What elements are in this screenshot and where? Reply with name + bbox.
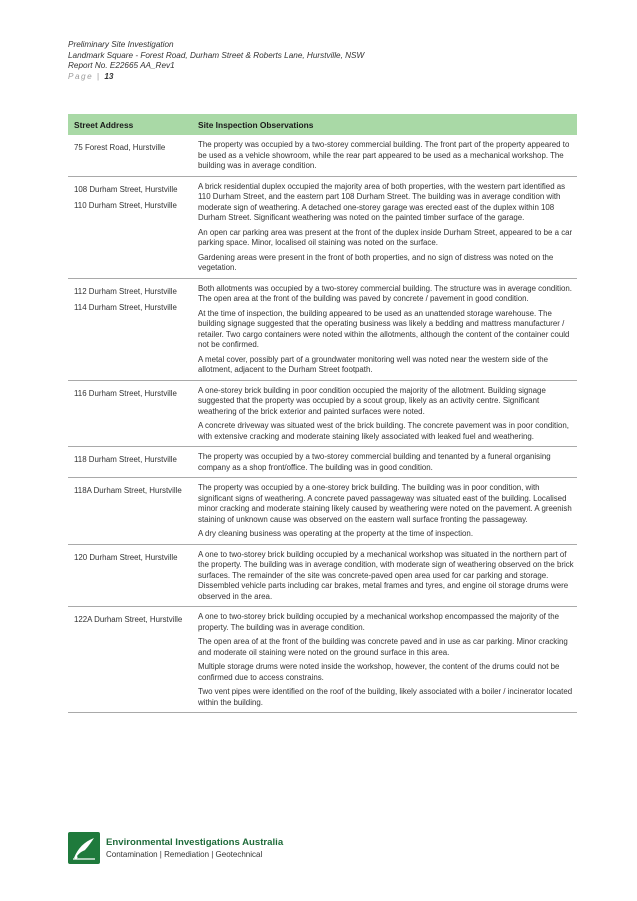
street-address-cell bbox=[68, 483, 198, 540]
page-number-value: 13 bbox=[104, 71, 114, 81]
observations-cell bbox=[198, 612, 577, 708]
observation-paragraph: Both allotments was occupied by a two-storey commercial building. The structure was in average condition. The open area at the front of the building was paved by concrete / pavement in good condition. bbox=[198, 283, 572, 303]
header-report-title: Preliminary Site Investigation bbox=[68, 40, 174, 49]
table-row bbox=[68, 607, 577, 713]
observation-paragraph: A one to two-storey brick building occupied by a mechanical workshop encompassed the majority of the property. The building was in average condition. bbox=[198, 612, 559, 632]
observations-cell bbox=[198, 182, 577, 274]
company-tagline: Contamination | Remediation | Geotechnical bbox=[106, 849, 263, 859]
street-address-cell bbox=[68, 550, 198, 603]
street-address: 112 Durham Street, Hurstville bbox=[74, 286, 177, 296]
table-row bbox=[68, 545, 577, 608]
observations-cell bbox=[198, 452, 577, 473]
observation-paragraph: A one-storey brick building in poor condition occupied the majority of the allotment. Building signage suggested that the property was occupied by a scout group, likely as an activity centre. Significant weathering of the brick exterior and painted surfaces were noted. bbox=[198, 385, 546, 416]
page-header bbox=[68, 40, 364, 82]
page-footer bbox=[68, 832, 283, 864]
street-address: 75 Forest Road, Hurstville bbox=[74, 143, 166, 152]
observations-cell bbox=[198, 550, 577, 603]
street-address-cell bbox=[68, 452, 198, 473]
observation-paragraph: A concrete driveway was situated west of the brick building. The concrete pavement was in poor condition, with extensive cracking and moderate staining likely associated with leaked fuel and weathering. bbox=[198, 421, 569, 441]
table-body bbox=[68, 135, 577, 713]
observation-paragraph: A brick residential duplex occupied the majority area of both properties, with the western part identified as 110 Durham Street, and the eastern part 108 Durham Street. The building was in average condition with moderate sign of weathering. A detached one-storey garage was erected east of the duplex within 108 Durham Street. Significant weathering was noted on the painted timber surface of the garage. bbox=[198, 181, 566, 222]
street-address-cell bbox=[68, 140, 198, 172]
street-address: 116 Durham Street, Hurstville bbox=[74, 388, 177, 398]
observation-paragraph: The open area of at the front of the building was concrete paved and in use as car parking. Minor cracking and moderate oil staining were noted on the ground surface in this area. bbox=[198, 637, 568, 657]
observation-paragraph: Two vent pipes were identified on the roof of the building, likely associated with a boiler / incinerator located within the building. bbox=[198, 687, 573, 707]
observations-cell bbox=[198, 140, 577, 172]
col-street-address: Street Address bbox=[74, 119, 134, 130]
observation-paragraph: An open car parking area was present at the front of the duplex inside Durham Street, appeared to be a car parking space. Minor, localised oil staining was noted on the surface. bbox=[198, 227, 573, 247]
table-row bbox=[68, 381, 577, 448]
page-number bbox=[68, 72, 364, 83]
street-address-cell bbox=[68, 284, 198, 376]
observation-paragraph: A metal cover, possibly part of a groundwater monitoring well was noted near the western side of the allotment, adjacent to the Durham Street footpath. bbox=[198, 354, 549, 374]
table-row bbox=[68, 177, 577, 279]
observation-paragraph: The property was occupied by a one-storey brick building. The building was in poor condition, with significant signs of weathering. A concrete paved passageway was situated east of the building. Localised minor cracking and moderate staining likely caused by weathering were noted on the pavement. A greenish staining of unknown cause was observed on the eastern wall surface fronting the passageway. bbox=[198, 483, 572, 524]
table-row bbox=[68, 135, 577, 177]
company-name: Environmental Investigations Australia bbox=[106, 836, 284, 848]
street-address: 122A Durham Street, Hurstville bbox=[74, 615, 183, 624]
observation-paragraph: Multiple storage drums were noted inside the workshop, however, the content of the drums could not be confirmed due to access constrains. bbox=[198, 662, 560, 682]
street-address-cell bbox=[68, 612, 198, 708]
street-address: 118A Durham Street, Hurstville bbox=[74, 486, 182, 495]
street-address-cell bbox=[68, 182, 198, 274]
header-site-name: Landmark Square - Forest Road, Durham Street & Roberts Lane, Hurstville, NSW bbox=[68, 50, 365, 60]
observation-paragraph: The property was occupied by a two-storey commercial building and tenanted by a funeral organising company as a shop front/office. The building was in good condition. bbox=[198, 452, 551, 472]
street-address: 108 Durham Street, Hurstville bbox=[74, 184, 178, 194]
col-observations: Site Inspection Observations bbox=[198, 119, 314, 130]
street-address: 118 Durham Street, Hurstville bbox=[74, 455, 177, 464]
street-address: 120 Durham Street, Hurstville bbox=[74, 552, 178, 562]
table-row bbox=[68, 478, 577, 545]
observations-table bbox=[68, 114, 577, 713]
observation-paragraph: A dry cleaning business was operating at the property at the time of inspection. bbox=[198, 529, 474, 538]
company-logo-icon bbox=[68, 832, 100, 864]
observation-paragraph: The property was occupied by a two-storey commercial building. The front part of the property appeared to be used as a vehicle showroom, while the rear part appeared to be used as a mechanical workshop. The building was in average condition. bbox=[198, 140, 570, 170]
header-report-number: Report No. E22665 AA_Rev1 bbox=[68, 61, 175, 70]
observations-cell bbox=[198, 386, 577, 443]
observation-paragraph: At the time of inspection, the building appeared to be used as an unattended storage warehouse. The building signage suggested that the operating business was likely a bedding and mattress manufacturer / retailer. Two cargo containers were noted within the allotments, although the content of the container could not be confirmed. bbox=[198, 308, 570, 349]
street-address: 114 Durham Street, Hurstville bbox=[74, 302, 177, 312]
table-row bbox=[68, 279, 577, 381]
observations-cell bbox=[198, 483, 577, 540]
street-address: 110 Durham Street, Hurstville bbox=[74, 200, 177, 210]
street-address-cell bbox=[68, 386, 198, 443]
table-row bbox=[68, 447, 577, 478]
table-header bbox=[68, 114, 577, 135]
observation-paragraph: Gardening areas were present in the front of both properties, and no sign of distress was noted on the vegetation. bbox=[198, 252, 554, 272]
observations-cell bbox=[198, 284, 577, 376]
observation-paragraph: A one to two-storey brick building occupied by a mechanical workshop was situated in the northern part of the property. The building was in average condition, with moderate sign of weathering observed on the brick surfaces. The remainder of the site was concrete-paved open area used for car parking and storage. Dissembled vehicle parts including car brakes, metal frames and tyres, and engine oil storage drums were observed in the area. bbox=[198, 549, 574, 601]
page-label: Page | bbox=[68, 71, 105, 81]
